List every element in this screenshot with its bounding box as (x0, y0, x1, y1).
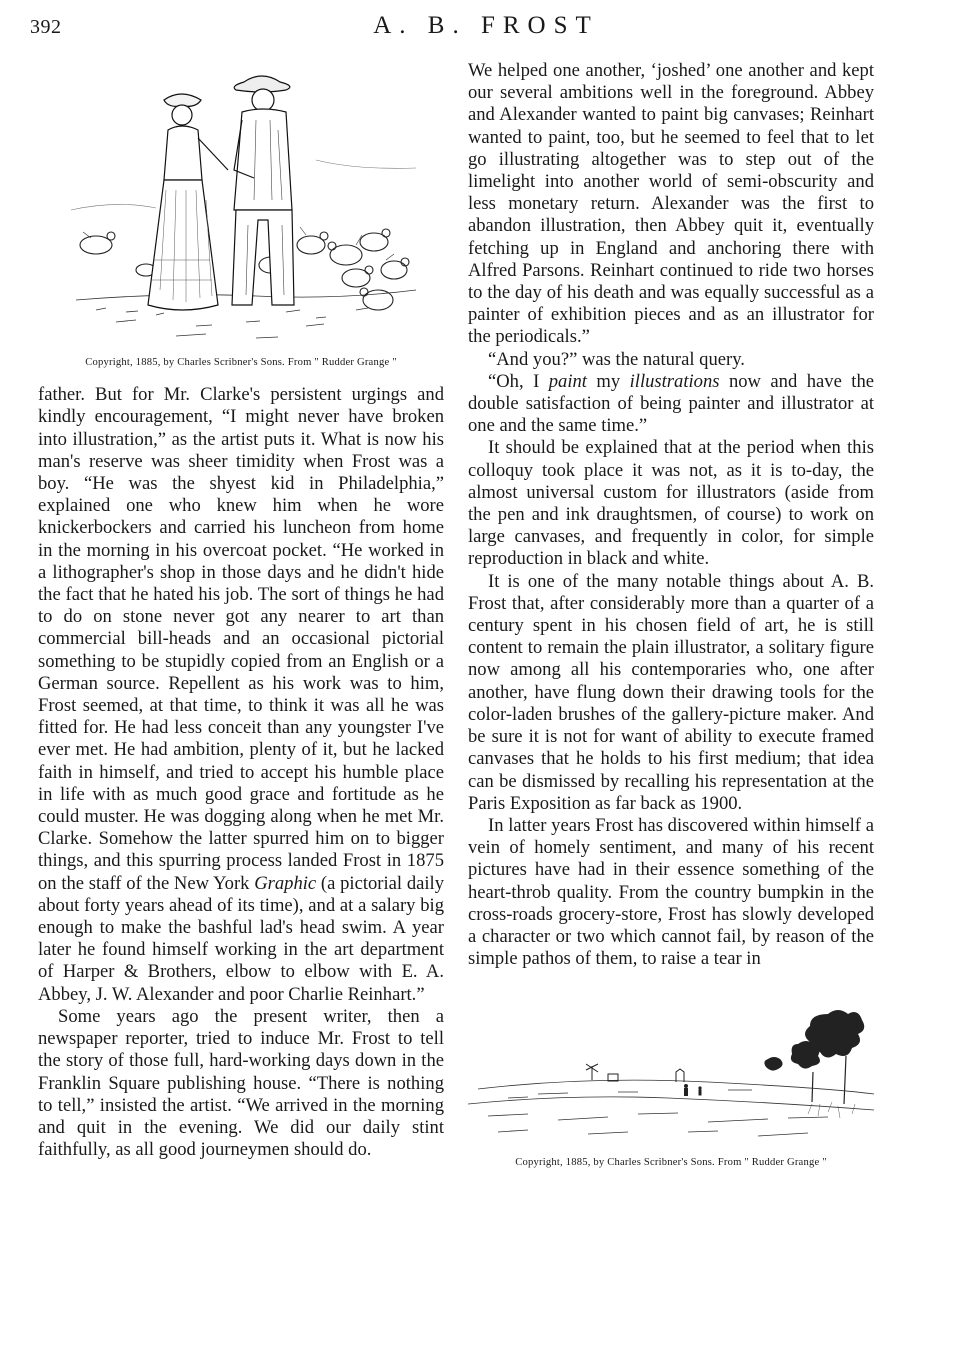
right-paragraph-6: In latter years Frost has discovered within himself a vein of homely sentiment, and many of his recent pictures have had in their essence something of the heart-throb quality. From the country bumpkin in the cross-roads grocery-store, Frost has slowly developed a character or two which cannot fail, by reason of the simple pathos of them, to raise a tear in (468, 814, 874, 970)
top-figure-caption: Copyright, 1885, by Charles Scribner's Sons. From " Rudder Grange " (85, 357, 397, 368)
right-paragraph-2: “And you?” was the natural query. (488, 348, 745, 370)
right-paragraph-4: It should be explained that at the period when this colloquy took place it was not, as it is to-day, the almost universal custom for illustrators (aside from the pen and ink draughtsmen, of course) to work on large canvases, and frequently in color, for simple reproduction in black and white. (468, 437, 874, 570)
left-column (38, 60, 444, 1161)
running-title: A. B. FROST (373, 12, 599, 39)
left-paragraph-2: Some years ago the present writer, then a newspaper reporter, tried to induce Mr. Frost to tell the story of those full, hard-working days down in the Franklin Square publishing house. “There is nothing to tell,” insisted the artist. “We arrived in the morning and quit in the evening. We did our daily stint faithfully, as all good journeymen should do. (38, 1005, 444, 1161)
farm-couple-with-chickens-illustration (56, 60, 426, 346)
right-paragraph-1: We helped one another, ‘joshed’ one another and kept our several ambitions well in the foreground. Abbey and Alexander wanted to paint big canvases; Reinhart wanted to paint, too, but he seemed to feel that to let go illustrating altogether was to step out of the limelight into another world of semi-obscurity and less monetary return. Alexander was the first to abandon illustration, then Abbey quit it, eventually fetching up in England and anchoring there with Alfred Parsons. Reinhart continued to ride two horses to the day of his death and was equally successful as a painter of exhibition pieces and as an illustrator for the periodicals.” (468, 60, 874, 348)
left-paragraph-1: father. But for Mr. Clarke's persistent urgings and kindly encouragement, “I might never have broken into illustration,” as the artist puts it. What is now his man's reserve was sheer timidity when Frost was a boy. “He was the shyest kid in Philadelphia,” explained one who knew him when he wore knickerbockers and carried his luncheon from home in the morning in his overcoat pocket. “He worked in a lithographer's shop in those days and he didn't hide the fact that he hated his job. The sort of things he had to do on stone never got any nearer to art than commercial bill-heads and an occasional pictorial something to be stupidly copied from an English or a German source. Repellent as his work was to him, Frost seemed, at that time, to think it was all he was fitted for. He had less conceit than any youngster I've ever met. He had ambition, plenty of it, but he lacked faith in himself, and tried to accept his humble place in life with as much good grace and fortitude as he could muster. He was dogging along when he met Mr. Clarke. Somehow the latter spurred him on to bigger things, and this spurring process landed Frost in 1875 on the staff of the New York Graphic (a pictorial daily about forty years ahead of its time), and at a salary big enough to make the bashful lad's head swim. A year later he found himself working in the art department of Harper & Brothers, elbow to elbow with E. A. Abbey, J. W. Alexander and poor Charlie Reinhart.” (38, 384, 444, 1005)
right-column (468, 60, 874, 1185)
right-paragraph-5: It is one of the many notable things about A. B. Frost that, after considerably more than a quarter of a century spent in his chosen field of art, he is still content to remain the plain illustrator, a solitary figure now among all his contemporaries who, one after another, have flung down their drawing tools for the color-laden brushes of the gallery-picture maker. And be sure it is not for want of ability to execute framed canvases that he holds to his first medium; that idea can be dismissed by recalling his representation at the Paris Exposition as far back as 1900. (468, 570, 874, 814)
country-landscape-illustration (468, 994, 874, 1144)
right-paragraph-3: “Oh, I paint my illustrations now and have the double satisfaction of being painter and illustrator at one and the same time.” (468, 370, 874, 437)
bottom-figure-caption: Copyright, 1885, by Charles Scribner's Sons. From " Rudder Grange " (515, 1157, 827, 1169)
page-number: 392 (30, 16, 62, 38)
